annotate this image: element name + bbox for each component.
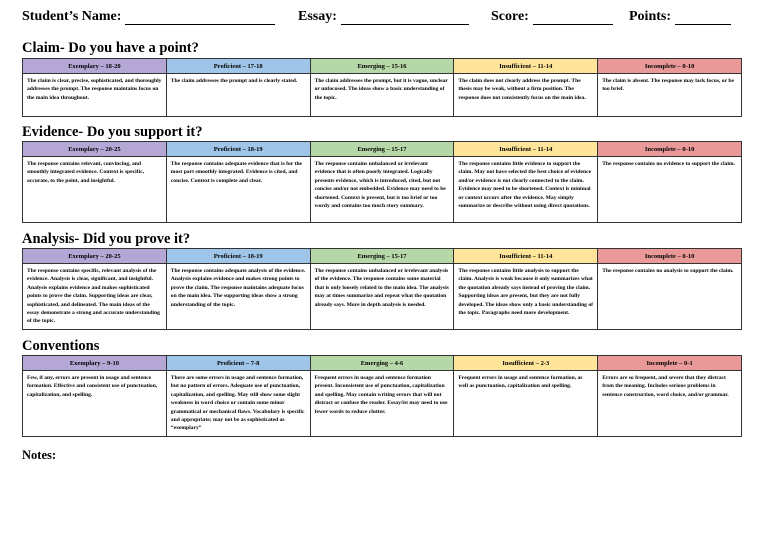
criteria-cell-exemplary: Few, if any, errors are present in usage and sentence formation. Effective and consistent use of punctuation, capitalization, and spelling. (23, 371, 167, 437)
score-label: Score: (491, 9, 529, 24)
score-blank[interactable] (533, 10, 613, 25)
criteria-cell-insufficient: The response contains little evidence to support the claim. May not have selected the best choice of evidence and/or evidence is not clearly connected to the claim. Evidence may need to be shortened. Context is minimal or context occurs after the evidence. May simply summarize or describe without using direct quotations. (454, 157, 598, 223)
criteria-cell-incomplete: Errors are so frequent, and severe that they distract from the meaning. Includes serious problems in sentence construction, word choice, and/or grammar. (598, 371, 742, 437)
criteria-cell-incomplete: The response contains no evidence to support the claim. (598, 157, 742, 223)
header-fields (22, 9, 746, 29)
level-header-exemplary: Exemplary – 9-10 (23, 356, 167, 371)
conventions-section-title: Conventions (22, 338, 100, 354)
criteria-cell-emerging: Frequent errors in usage and sentence formation present. Inconsistent use of punctuation, capitalization and spelling. May contain writing errors that will not distract or confuse the reader. Essay/ist may need to use fewer words to reduce clutter. (310, 371, 454, 437)
essay-label: Essay: (298, 9, 337, 24)
criteria-cell-emerging: The response contains unbalanced or irrelevant evidence that is often poorly integrated. Logically presents evidence, which is introduced, cited, but not concise and/or not embedded. Evidence may need to be shortened. Context is present, but is too brief or too wordy and contains too much story summary. (310, 157, 454, 223)
criteria-cell-insufficient: The claim does not clearly address the prompt. The thesis may be weak, without a firm position. The response does not consistently focus on the main idea. (454, 74, 598, 117)
criteria-cell-emerging: The claim addresses the prompt, but it is vague, unclear or unfocused. The ideas show a basic understanding of the topic. (310, 74, 454, 117)
level-header-proficient: Proficient – 17-18 (166, 59, 310, 74)
rubric-header-row (23, 142, 742, 157)
level-header-emerging: Emerging – 15-16 (310, 59, 454, 74)
criteria-cell-exemplary: The response contains specific, relevant analysis of the evidence. Analysis is clear, significant, and insightful. Analysis explains evidence and makes sophisticated points to prove the claim. Supporting ideas are clear, sophisticated, and delineated. The main ideas of the essay demonstrate a strong and accurate understanding of the topic. (23, 264, 167, 330)
criteria-cell-proficient: The response contains adequate evidence that is for the most part smoothly integrated. Evidence is cited, and concise. Context is complete and clear. (166, 157, 310, 223)
criteria-cell-proficient: The response contains adequate analysis of the evidence. Analysis explains evidence and makes strong points to prove the claim. The response maintains adequate focus on the main idea. The supporting ideas show a strong understanding of the topic. (166, 264, 310, 330)
criteria-cell-exemplary: The claim is clear, precise, sophisticated, and thoroughly addresses the prompt. The response maintains focus on the main idea throughout. (23, 74, 167, 117)
rubric-header-row (23, 59, 742, 74)
evidence-section-title: Evidence- Do you support it? (22, 124, 203, 140)
criteria-cell-incomplete: The response contains no analysis to support the claim. (598, 264, 742, 330)
rubric-criteria-row (23, 74, 742, 117)
rubric-header-row (23, 249, 742, 264)
level-header-insufficient: Insufficient – 2-3 (454, 356, 598, 371)
evidence-rubric-table (22, 141, 742, 223)
rubric-header-row (23, 356, 742, 371)
level-header-incomplete: Incomplete – 0-10 (598, 142, 742, 157)
student-name-label: Student’s Name: (22, 9, 122, 24)
level-header-emerging: Emerging – 4-6 (310, 356, 454, 371)
level-header-insufficient: Insufficient – 11-14 (454, 249, 598, 264)
student-name-field (22, 9, 275, 25)
points-blank[interactable] (675, 10, 731, 25)
points-label: Points: (629, 9, 671, 24)
level-header-exemplary: Exemplary – 18-20 (23, 59, 167, 74)
score-field (491, 9, 613, 25)
criteria-cell-insufficient: Frequent errors in usage and sentence formation, as well as punctuation, capitalization and spelling. (454, 371, 598, 437)
rubric-criteria-row (23, 371, 742, 437)
criteria-cell-proficient: The claim addresses the prompt and is clearly stated. (166, 74, 310, 117)
essay-field (298, 9, 469, 25)
claim-rubric-table (22, 58, 742, 117)
level-header-emerging: Emerging – 15-17 (310, 249, 454, 264)
criteria-cell-emerging: The response contains unbalanced or irrelevant analysis of the evidence. The response contains some material that is only loosely related to the main idea. The analysis may at times summarize and repeat what the quotation already says. More in depth analysis is needed. (310, 264, 454, 330)
level-header-exemplary: Exemplary – 20-25 (23, 142, 167, 157)
level-header-incomplete: Incomplete – 0-1 (598, 356, 742, 371)
conventions-rubric-table (22, 355, 742, 437)
essay-blank[interactable] (341, 10, 469, 25)
criteria-cell-incomplete: The claim is absent. The response may lack focus, or be too brief. (598, 74, 742, 117)
notes-label: Notes: (22, 448, 57, 462)
points-field (629, 9, 731, 25)
level-header-emerging: Emerging – 15-17 (310, 142, 454, 157)
level-header-insufficient: Insufficient – 11-14 (454, 142, 598, 157)
criteria-cell-insufficient: The response contains little analysis to support the claim. Analysis is weak because it only summarizes what the quotation already says instead of proving the claim. Supporting ideas are present, but they are not fully developed. The ideas show only a basic understanding of the topic. Paragraphs need more development. (454, 264, 598, 330)
rubric-criteria-row (23, 157, 742, 223)
criteria-cell-exemplary: The response contains relevant, convincing, and smoothly integrated evidence. Context is specific, accurate, to the point, and insightful. (23, 157, 167, 223)
level-header-exemplary: Exemplary – 20-25 (23, 249, 167, 264)
level-header-insufficient: Insufficient – 11-14 (454, 59, 598, 74)
level-header-incomplete: Incomplete – 0-10 (598, 249, 742, 264)
level-header-proficient: Proficient – 18-19 (166, 249, 310, 264)
claim-section-title: Claim- Do you have a point? (22, 40, 199, 56)
analysis-section-title: Analysis- Did you prove it? (22, 231, 191, 247)
level-header-incomplete: Incomplete – 0-10 (598, 59, 742, 74)
level-header-proficient: Proficient – 7-8 (166, 356, 310, 371)
level-header-proficient: Proficient – 18-19 (166, 142, 310, 157)
rubric-criteria-row (23, 264, 742, 330)
analysis-rubric-table (22, 248, 742, 330)
student-name-blank[interactable] (125, 10, 275, 25)
criteria-cell-proficient: There are some errors in usage and sentence formation, but no pattern of errors. Adequate use of punctuation, capitalization, and spelling. May still show some slight weakness in word choice or contain some minor grammatical or mechanical flaws. Vocabulary is specific and appropriate; may not be as sophisticated as “exemplary” (166, 371, 310, 437)
